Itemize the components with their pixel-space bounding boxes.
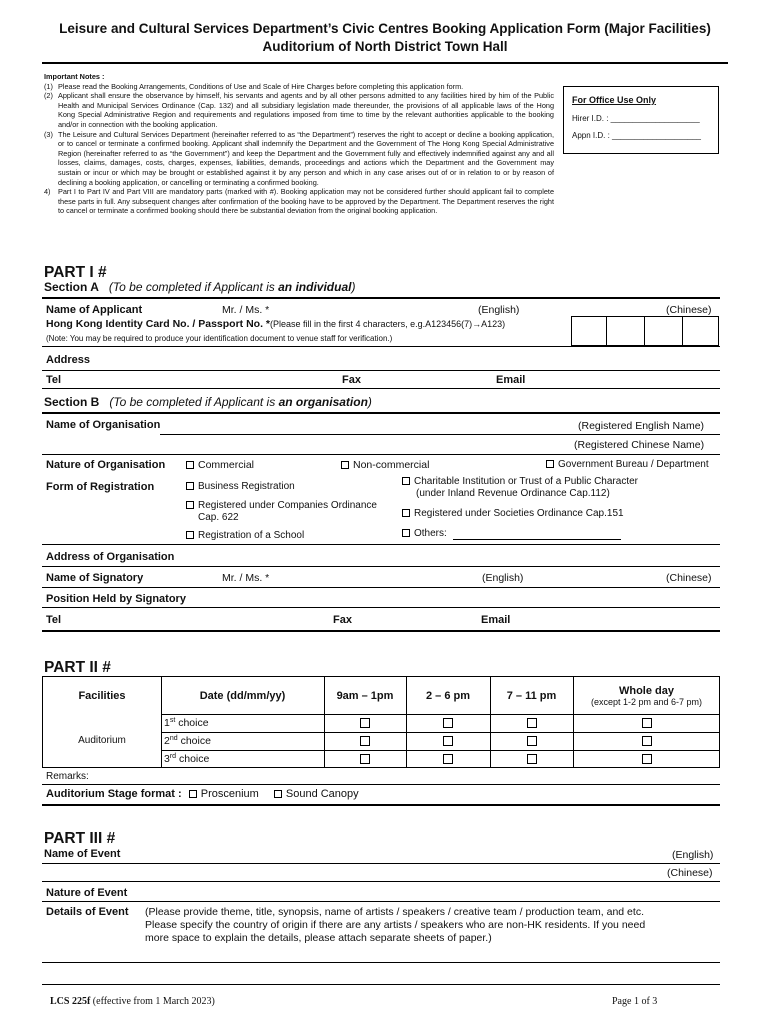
others-option[interactable]: Others: bbox=[402, 528, 447, 539]
booking-table bbox=[42, 676, 720, 768]
event-chinese-label: (Chinese) bbox=[667, 867, 713, 879]
notes-heading: Important Notes : bbox=[44, 72, 105, 81]
checkbox[interactable] bbox=[186, 482, 194, 490]
signatory-title-field[interactable]: Mr. / Ms. * bbox=[222, 572, 270, 584]
choice-2-label: 2nd choice bbox=[164, 735, 211, 747]
important-notes bbox=[44, 72, 554, 216]
choice-3-label: 3rd choice bbox=[164, 753, 210, 765]
hkid-note: (Note: You may be required to produce your identification document to venue staff for verification.) bbox=[46, 334, 393, 343]
applicant-title-field[interactable]: Mr. / Ms. * bbox=[222, 304, 270, 316]
slot-checkbox[interactable] bbox=[324, 750, 406, 767]
event-english-label: (English) bbox=[672, 849, 714, 861]
header-facilities: Facilities bbox=[78, 689, 126, 702]
nature-of-event-label: Nature of Event bbox=[46, 887, 128, 899]
signatory-fax-label: Fax bbox=[333, 614, 352, 626]
hkid-row: Hong Kong Identity Card No. / Passport No. *(Please fill in the first 4 characters, e.g.A123456(7)→A123) bbox=[46, 318, 506, 330]
form-of-registration-label: Form of Registration bbox=[46, 481, 155, 493]
signatory-email-label: Email bbox=[481, 614, 511, 626]
note-item: (3) The Leisure and Cultural Services Department (hereinafter referred to as “the Department”) reserves the right to accept or decline a booking application, or to cancel or terminate a confirmed booking. Applicant shall indemnify the Department and the Government of The Hong Kong Special Administrative Region (hereinafter referred to as “the Government”) and keep the Department and the Government fully and effectively indemnified against any and all losses, claims, damages, costs, charges, expenses, liabilities, demands, proceedings and actions which the Department and the Government may sustain or incur or which may be brought or established against it by any person and which in any case arises out of or in relation to or by reason of declining a booking application, or cancelling or terminating a confirmed booking. bbox=[44, 129, 554, 187]
slot-checkbox[interactable] bbox=[573, 750, 720, 767]
registered-english-label: (Registered English Name) bbox=[578, 420, 705, 432]
checkbox[interactable] bbox=[341, 461, 349, 469]
position-held-label: Position Held by Signatory bbox=[46, 593, 186, 605]
header-session-morning: 9am – 1pm bbox=[336, 689, 394, 702]
slot-checkbox[interactable] bbox=[490, 750, 573, 767]
slot-checkbox[interactable] bbox=[324, 714, 406, 732]
hirer-id-field[interactable]: Hirer I.D. : ____________________ bbox=[572, 114, 700, 123]
checkbox[interactable] bbox=[402, 529, 410, 537]
address-of-organisation-label: Address of Organisation bbox=[46, 551, 175, 563]
slot-checkbox[interactable] bbox=[490, 732, 573, 750]
details-of-event-instructions: (Please provide theme, title, synopsis, name of artists / speakers / creative team / production team, and etc. Please specify the country of origin if there are any artists / speakers who are non-HK residents. If you need more space to explain the details, please attach separate sheets of paper.) bbox=[145, 906, 646, 944]
page-number: Page 1 of 3 bbox=[612, 996, 658, 1007]
signatory-tel-label: Tel bbox=[46, 614, 62, 626]
commercial-option[interactable]: Commercial bbox=[186, 459, 254, 471]
checkbox[interactable] bbox=[186, 531, 194, 539]
slot-checkbox[interactable] bbox=[324, 732, 406, 750]
checkbox[interactable] bbox=[402, 509, 410, 517]
registered-chinese-label: (Registered Chinese Name) bbox=[574, 439, 705, 451]
part1-title: PART I # bbox=[44, 264, 107, 281]
tel-label: Tel bbox=[46, 374, 62, 386]
charitable-institution-option[interactable]: Charitable Institution or Trust of a Public Character (under Inland Revenue Ordinance Cap.112) bbox=[402, 476, 638, 500]
nature-of-organisation-label: Nature of Organisation bbox=[46, 459, 166, 471]
part3-title: PART III # bbox=[44, 830, 116, 847]
header-session-afternoon: 2 – 6 pm bbox=[425, 689, 471, 702]
sound-canopy-option[interactable]: Sound Canopy bbox=[274, 788, 359, 800]
note-item: (2) Applicant shall ensure the observance by himself, his servants and agents and by all other persons admitted to any facilities hired by him of the Public Health and Municipal Services Ordinance (Cap. 132) and all subsidiary legislation made thereunder, the provisions of all applicable laws of the Hong Kong Special Administrative Region and requirements and regulations imposed from time to time by the relevant authorities applicable to the booking and/or in connection with the booking application. bbox=[44, 91, 554, 129]
header-date: Date (dd/mm/yy) bbox=[199, 689, 286, 702]
details-input-line[interactable] bbox=[42, 962, 720, 963]
appn-id-field[interactable]: Appn I.D. : ____________________ bbox=[572, 131, 702, 140]
business-registration-option[interactable]: Business Registration bbox=[186, 481, 295, 492]
societies-ordinance-option[interactable]: Registered under Societies Ordinance Cap.151 bbox=[402, 508, 624, 519]
signatory-chinese-label: (Chinese) bbox=[666, 572, 712, 584]
choice-1-label: 1st choice bbox=[164, 717, 209, 729]
details-input-line[interactable] bbox=[42, 984, 720, 985]
office-use-box bbox=[563, 86, 719, 154]
form-code: LCS 225f (effective from 1 March 2023) bbox=[50, 996, 215, 1007]
section-a-rule bbox=[42, 297, 720, 299]
section-a-heading: Section A (To be completed if Applicant is an individual) bbox=[44, 280, 356, 294]
companies-ordinance-option[interactable]: Registered under Companies Ordinance Cap. 622 bbox=[186, 500, 377, 524]
facility-name: Auditorium bbox=[78, 735, 126, 746]
school-registration-option[interactable]: Registration of a School bbox=[186, 530, 304, 541]
checkbox[interactable] bbox=[189, 790, 197, 798]
proscenium-option[interactable]: Proscenium bbox=[189, 788, 259, 800]
slot-checkbox[interactable] bbox=[406, 714, 490, 732]
details-of-event-label: Details of Event bbox=[46, 906, 129, 918]
note-item: (1) Please read the Booking Arrangements, Conditions of Use and Scale of Hire Charges before completing this application form. bbox=[44, 81, 464, 91]
checkbox[interactable] bbox=[186, 461, 194, 469]
office-use-title: For Office Use Only bbox=[572, 95, 657, 105]
email-label: Email bbox=[496, 374, 526, 386]
header-rule bbox=[42, 62, 728, 64]
form-title: Leisure and Cultural Services Department’s Civic Centres Booking Application Form (Major Facilities) bbox=[59, 21, 711, 36]
applicant-chinese-label: (Chinese) bbox=[666, 304, 712, 316]
slot-checkbox[interactable] bbox=[573, 714, 720, 732]
slot-checkbox[interactable] bbox=[490, 714, 573, 732]
slot-checkbox[interactable] bbox=[406, 732, 490, 750]
form-subtitle: Auditorium of North District Town Hall bbox=[262, 39, 508, 54]
fax-label: Fax bbox=[342, 374, 361, 386]
name-of-applicant-label: Name of Applicant bbox=[46, 304, 143, 316]
remarks-label: Remarks: bbox=[46, 771, 89, 782]
name-of-event-label: Name of Event bbox=[44, 848, 121, 860]
government-option[interactable]: Government Bureau / Department bbox=[546, 459, 709, 470]
non-commercial-option[interactable]: Non-commercial bbox=[341, 459, 429, 471]
others-input-line[interactable] bbox=[453, 539, 621, 540]
header-whole-day: Whole day (except 1-2 pm and 6-7 pm) bbox=[590, 684, 703, 707]
slot-checkbox[interactable] bbox=[406, 750, 490, 767]
name-of-organisation-label: Name of Organisation bbox=[46, 419, 161, 431]
applicant-english-label: (English) bbox=[478, 304, 520, 316]
header-session-evening: 7 – 11 pm bbox=[506, 689, 557, 702]
name-of-signatory-label: Name of Signatory bbox=[46, 572, 144, 584]
checkbox[interactable] bbox=[546, 460, 554, 468]
stage-format-row: Auditorium Stage format : Proscenium Sound Canopy bbox=[46, 788, 359, 800]
section-b-heading: Section B (To be completed if Applicant is an organisation) bbox=[44, 395, 372, 409]
part2-title: PART II # bbox=[44, 659, 111, 676]
address-label: Address bbox=[46, 354, 91, 366]
slot-checkbox[interactable] bbox=[573, 732, 720, 750]
checkbox[interactable] bbox=[274, 790, 282, 798]
checkbox[interactable] bbox=[402, 477, 410, 485]
signatory-english-label: (English) bbox=[482, 572, 524, 584]
checkbox[interactable] bbox=[186, 501, 194, 509]
note-item: 4) Part I to Part IV and Part VIII are mandatory parts (marked with #). Booking application may not be considered further should applicant fail to complete these parts in full. Any subsequent changes after confirmation of the booking have to be approved by the Department. The Department reserves the right to cancel or terminate a confirmed booking should there be substantial deviation from the original booking application. bbox=[44, 187, 554, 216]
hkid-boxes[interactable] bbox=[571, 316, 719, 346]
